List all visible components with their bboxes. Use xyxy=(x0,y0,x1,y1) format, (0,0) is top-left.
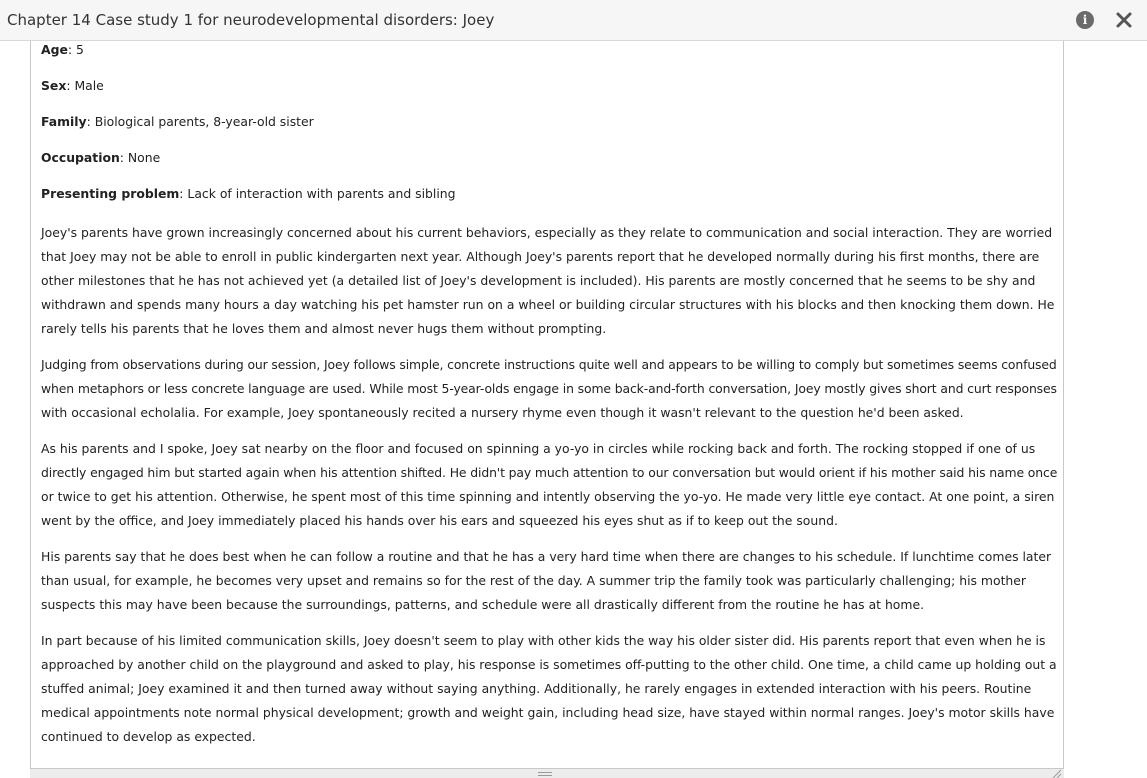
text-line: than usual, for example, he becomes very upset and remains so for the rest of the day. A summer trip the family took was particularly challenging; his mother xyxy=(41,573,1026,588)
text-line: As his parents and I spoke, Joey sat nearby on the floor and focused on spinning a yo-yo in circles while rocking back and forth. The rocking stopped if one of us xyxy=(41,441,1036,456)
text-line: withdrawn and spends many hours a day watching his pet hamster run on a wheel or building circular structures with his blocks and then knocking them down. He xyxy=(41,297,1055,312)
case-study-content[interactable] xyxy=(30,41,1064,769)
field-sex xyxy=(41,77,1057,113)
paragraph-routine xyxy=(41,545,1057,617)
field-label: Age xyxy=(41,42,68,57)
field-occupation xyxy=(41,149,1057,185)
text-line: medical appointments note normal physical development; growth and weight gain, including head size, have stayed within normal ranges. Joey's motor skills have xyxy=(41,705,1055,720)
text-line: suspects this may have been because the surroundings, patterns, and schedule were all drastically different from the routine he has at home. xyxy=(41,597,925,612)
text-line: In part because of his limited communication skills, Joey doesn't seem to play with other kids the way his older sister did. His parents report that even when he is xyxy=(41,633,1046,648)
text-line: directly engaged him but started again when his attention shifted. He didn't pay much attention to our conversation but would orient if his mother said his name once xyxy=(41,465,1058,480)
field-label: Sex xyxy=(41,78,67,93)
text-line: continued to develop as expected. xyxy=(41,729,256,744)
resize-grip-icon[interactable] xyxy=(538,772,552,778)
field-value: : Biological parents, 8-year-old sister xyxy=(86,114,314,129)
info-icon[interactable]: i xyxy=(1076,11,1094,29)
text-line: His parents say that he does best when he can follow a routine and that he has a very hard time when there are changes to his schedule. If lunchtime comes later xyxy=(41,549,1052,564)
field-family xyxy=(41,113,1057,149)
field-value: : Male xyxy=(66,78,104,93)
text-line: other milestones that he has not achieved yet (a detailed list of Joey's development is included). His parents are mostly concerned that he seems to be shy and xyxy=(41,273,1036,288)
field-value: : Lack of interaction with parents and sibling xyxy=(179,186,456,201)
field-label: Occupation xyxy=(41,150,120,165)
paragraph-social-play xyxy=(41,629,1057,749)
text-line: when metaphors or less concrete language are used. While most 5-year-olds engage in some back-and-forth conversation, Joey mostly gives short and curt responses xyxy=(41,381,1057,396)
field-presenting-problem xyxy=(41,185,1057,221)
text-line: that Joey may not be able to enroll in public kindergarten next year. Although Joey's parents report that he developed normally during his first months, there are xyxy=(41,249,1040,264)
paragraph-observations xyxy=(41,353,1057,425)
field-label: Family xyxy=(41,114,87,129)
close-icon[interactable] xyxy=(1112,8,1136,32)
field-value: : 5 xyxy=(67,42,84,57)
field-age xyxy=(41,41,1057,77)
field-value: : None xyxy=(119,150,161,165)
content-footer-bar xyxy=(30,768,1064,778)
window-title: Chapter 14 Case study 1 for neurodevelopmental disorders: Joey xyxy=(7,11,495,29)
window-titlebar xyxy=(0,0,1147,41)
text-line: went by the office, and Joey immediately placed his hands over his ears and squeezed his eyes shut as if to keep out the sound. xyxy=(41,513,838,528)
text-line: Joey's parents have grown increasingly concerned about his current behaviors, especially as they relate to communication and social interaction. They are worried xyxy=(41,225,1053,240)
text-line: Judging from observations during our session, Joey follows simple, concrete instructions quite well and appears to be willing to comply but sometimes seems confused xyxy=(41,357,1057,372)
text-line: rarely tells his parents that he loves them and almost never hugs them without prompting. xyxy=(41,321,607,336)
field-label: Presenting problem xyxy=(41,186,180,201)
text-line: or twice to get his attention. Otherwise, he spent most of this time spinning and intently observing the yo-yo. He made very little eye contact. At one point, a siren xyxy=(41,489,1055,504)
text-line: with occasional echolalia. For example, Joey spontaneously recited a nursery rhyme even though it wasn't relevant to the question he'd been asked. xyxy=(41,405,964,420)
resize-corner-icon[interactable] xyxy=(1052,769,1062,778)
text-line: approached by another child on the playground and asked to play, his response is sometimes off-putting to the other child. One time, a child came up holding out a xyxy=(41,657,1057,672)
text-line: stuffed animal; Joey examined it and then turned away without saying anything. Additionally, he rarely engages in extended interaction with his peers. Routine xyxy=(41,681,1032,696)
paragraph-session-behavior xyxy=(41,437,1057,533)
case-study-text xyxy=(41,41,1057,761)
paragraph-concerns xyxy=(41,221,1057,341)
